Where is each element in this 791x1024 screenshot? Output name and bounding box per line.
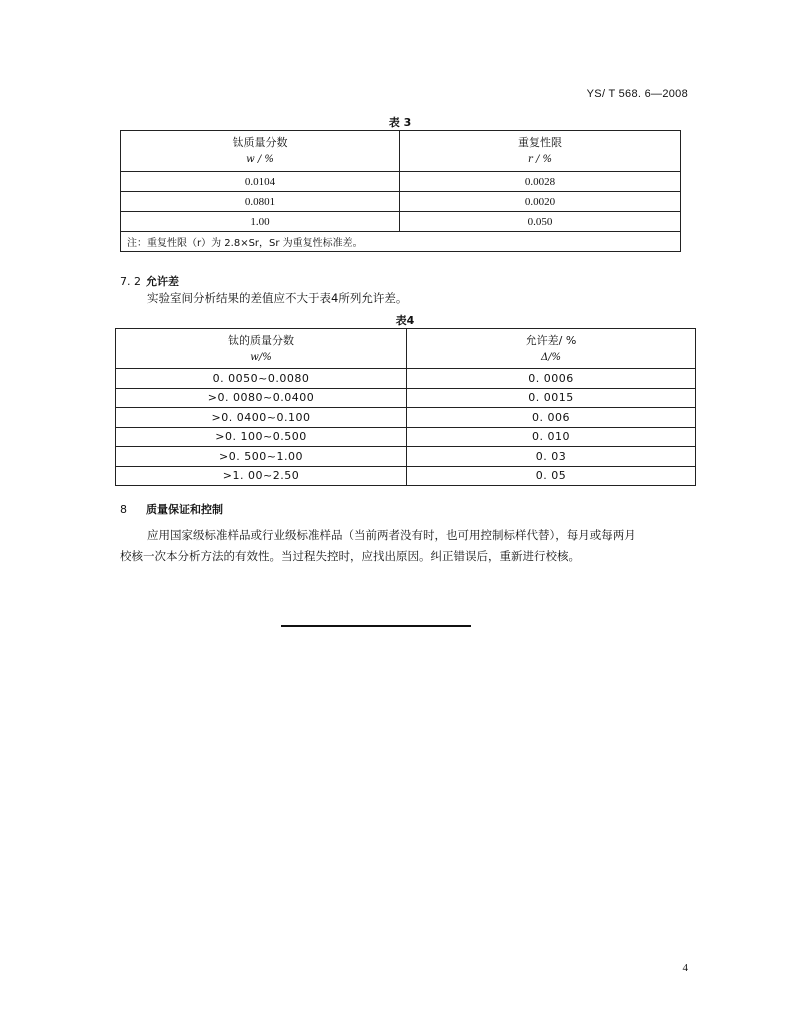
table-row	[116, 447, 696, 467]
table4-cell: 0. 03	[407, 447, 696, 467]
table4-cell: 0. 0015	[407, 388, 696, 408]
table3-cell: 0.050	[400, 212, 681, 232]
table-row	[116, 466, 696, 486]
end-of-document-rule	[281, 625, 471, 627]
table4-col1-header	[116, 329, 407, 369]
table-row	[121, 172, 681, 192]
table4-col2-label: 允许差/ %	[525, 333, 577, 347]
section-8-heading	[120, 501, 223, 517]
table3-cell: 0.0020	[400, 192, 681, 212]
table-row	[116, 427, 696, 447]
table3-cell: 0.0104	[121, 172, 400, 192]
table3-cell: 0.0028	[400, 172, 681, 192]
table-row	[121, 212, 681, 232]
table3	[120, 130, 681, 252]
table4-cell: >0. 0400~0.100	[116, 408, 407, 428]
table3-col2-unit: r / %	[527, 154, 552, 165]
table4-col2-header	[407, 329, 696, 369]
table-row	[116, 369, 696, 389]
table-row	[121, 192, 681, 212]
section-title: 质量保证和控制	[146, 503, 223, 516]
table4-caption: 表4	[395, 314, 415, 327]
table4-cell: >0. 500~1.00	[116, 447, 407, 467]
table3-col2-header	[400, 131, 681, 172]
section-7-2-text: 实验室间分析结果的差值应不大于表4所列允许差。	[147, 291, 408, 305]
table3-col1-unit: w / %	[246, 154, 274, 165]
section-8-line-1: 应用国家级标准样品或行业级标准样品（当前两者没有时，也可用控制标样代替），每月或每两月	[147, 528, 636, 542]
table4-cell: 0. 05	[407, 466, 696, 486]
table3-col2-label: 重复性限	[518, 136, 562, 149]
section-number: 8	[120, 503, 127, 516]
table4-col1-unit: w/%	[250, 351, 272, 363]
table3-col1-label: 钛质量分数	[232, 136, 288, 149]
table3-header-row	[121, 131, 681, 172]
section-number: 7. 2	[120, 275, 141, 288]
table4-cell: 0. 0006	[407, 369, 696, 389]
table4-cell: 0. 0050~0.0080	[116, 369, 407, 389]
table3-cell: 0.0801	[121, 192, 400, 212]
table-row	[116, 388, 696, 408]
table3-caption: 表 3	[388, 116, 412, 129]
table4-header-row	[116, 329, 696, 369]
table4-col1-label: 钛的质量分数	[228, 333, 294, 347]
section-8-line-2: 校核一次本分析方法的有效性。当过程失控时，应找出原因。纠正错误后，重新进行校核。	[120, 549, 580, 563]
table-row	[116, 408, 696, 428]
table4-col2-unit: Δ/%	[540, 351, 562, 363]
table4-cell: 0. 010	[407, 427, 696, 447]
table3-note-row	[121, 232, 681, 252]
standard-code: YS/ T 568. 6—2008	[586, 88, 688, 100]
table4-cell: >0. 100~0.500	[116, 427, 407, 447]
table4-cell: >0. 0080~0.0400	[116, 388, 407, 408]
table3-col1-header	[121, 131, 400, 172]
section-title: 允许差	[146, 275, 179, 288]
table3-note: 注：重复性限（r）为 2.8×Sr，Sr 为重复性标准差。	[121, 232, 681, 252]
table4	[115, 328, 696, 486]
page-number: 4	[682, 962, 688, 974]
table4-cell: >1. 00~2.50	[116, 466, 407, 486]
table4-cell: 0. 006	[407, 408, 696, 428]
table3-cell: 1.00	[121, 212, 400, 232]
